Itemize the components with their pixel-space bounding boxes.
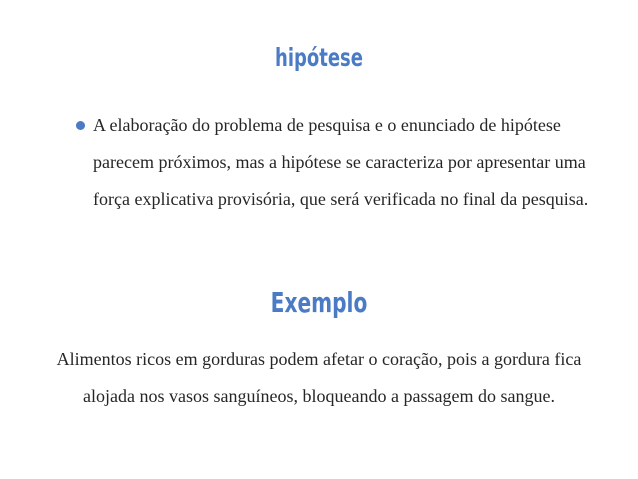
heading-exemplo: Exemplo (270, 286, 368, 319)
example-text: Alimentos ricos em gorduras podem afetar o coração, pois a gordura fica alojada nos vasos sanguíneos, bloqueando a passagem do sangue. (56, 349, 582, 406)
heading-hipotese: hipótese (275, 43, 363, 72)
bullet-dot-icon (76, 121, 85, 130)
bullet-text: A elaboração do problema de pesquisa e o enunciado de hipótese parecem próximos, mas a hipótese se caracteriza por apresentar uma força explicativa provisória, que será verificada no final da pesquisa. (93, 115, 589, 209)
